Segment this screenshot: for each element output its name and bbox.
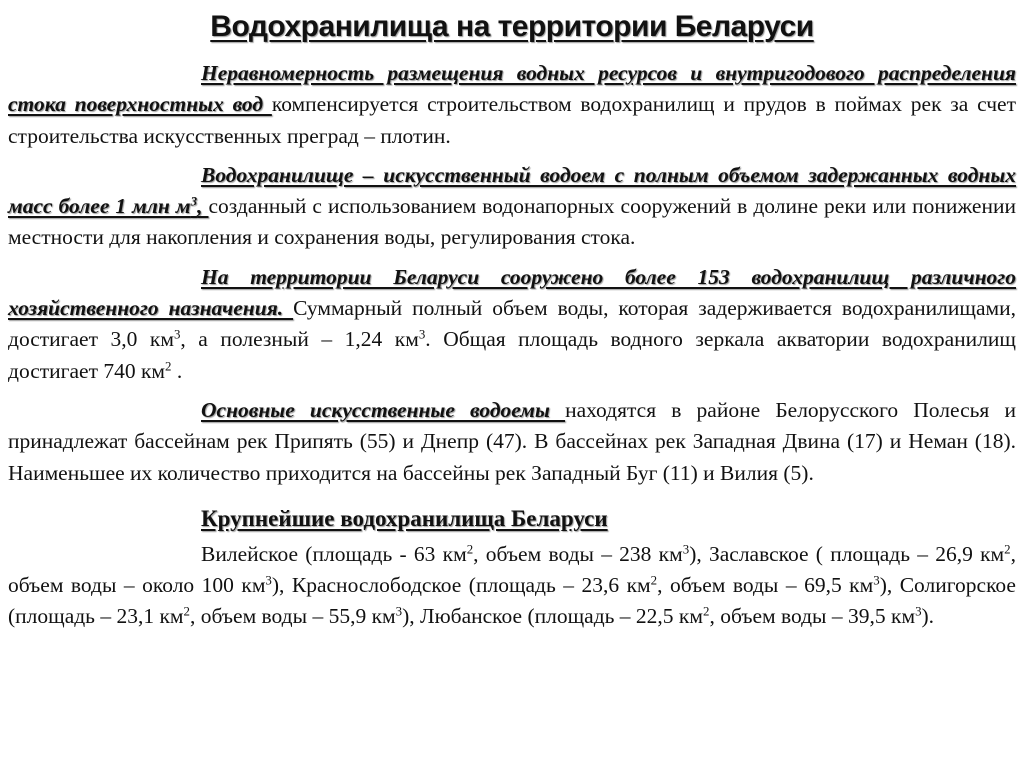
reservoir-text: Вилейское (площадь - 63 км: [201, 541, 467, 566]
superscript: 2: [165, 358, 172, 373]
superscript: 2: [702, 604, 710, 619]
slide-title-text: Водохранилища на территории Беларуси: [210, 10, 814, 43]
paragraph-basins: [8, 395, 1016, 489]
superscript: 2: [466, 542, 474, 557]
paragraph-text: компенсируется строительством водохранилищ и прудов в поймах рек за счет строительства искусственных преград – плотин.: [8, 92, 1016, 148]
paragraph-uneven-distribution: [8, 58, 1016, 152]
reservoir-text: ), Любанское (площадь – 22,5 км: [402, 604, 703, 629]
superscript: 3: [265, 573, 272, 588]
slide-title: [0, 10, 1024, 44]
paragraph-statistics: [8, 262, 1016, 387]
key-phrase-tail: ,: [197, 194, 209, 219]
superscript: 3: [418, 327, 426, 342]
reservoir-text: ), Заславское ( площадь – 26,9 км: [689, 541, 1005, 566]
superscript: 2: [1004, 542, 1011, 557]
paragraph-text: находятся в районе Белорусского Полесья и принадлежат бассейнам рек Припять (55) и Днепр (47). В бассейнах рек Западная Двина (17) и Неман (18). Наименьшее их количество приходится на бассейны рек Западный Буг (11) и Вилия (5).: [8, 397, 1016, 485]
superscript: 3: [915, 604, 922, 619]
paragraph-definition: [8, 160, 1016, 254]
superscript: 2: [183, 604, 190, 619]
reservoir-text: , объем воды – 69,5 км: [657, 573, 874, 598]
key-phrase: На территории Беларуси сооружено более 153 водохранилищ различного хозяйственного назначения.: [8, 264, 1016, 321]
paragraph-text: . Общая площадь водного зеркала акватории водохранилищ достигает 740 км: [8, 327, 1016, 383]
superscript: 3: [190, 194, 198, 209]
superscript: 3: [395, 604, 403, 619]
slide-body: [8, 58, 1016, 633]
reservoir-text: , объем воды – около 100 км: [8, 541, 1016, 598]
reservoir-text: ).: [921, 604, 935, 629]
paragraph-text: созданный с использованием водонапорных сооружений в долине реки или понижении местности для накопления и сохранения воды, регулирования стока.: [8, 194, 1016, 250]
reservoir-text: , объем воды – 238 км: [473, 541, 683, 566]
key-phrase: Неравномерность размещения водных ресурсов и внутригодового распределения стока поверхностных вод: [8, 61, 1016, 117]
superscript: 3: [873, 573, 880, 588]
superscript: 2: [650, 573, 658, 588]
superscript: 3: [173, 327, 181, 342]
section-heading: [8, 503, 1016, 535]
paragraph-largest-reservoirs: [8, 539, 1016, 633]
reservoir-text: , объем воды – 55,9 км: [190, 604, 396, 629]
superscript: 3: [682, 542, 690, 557]
key-phrase-text: Водохранилище – искусственный водоем с полным объемом задержанных водных масс более 1 млн м: [8, 162, 1016, 219]
reservoir-text: ), Краснослободское (площадь – 23,6 км: [271, 573, 651, 598]
reservoir-text: ), Солигорское (площадь – 23,1 км: [8, 573, 1016, 629]
reservoir-text: , объем воды – 39,5 км: [709, 604, 916, 629]
paragraph-text: , а полезный – 1,24 км: [180, 327, 419, 352]
paragraph-text: .: [171, 358, 183, 383]
paragraph-text: Суммарный полный объем воды, которая задерживается водохранилищами, достигает 3,0 км: [8, 296, 1016, 352]
key-phrase: Основные искусственные водоемы: [201, 397, 566, 422]
section-heading-text: Крупнейшие водохранилища Беларуси: [201, 505, 608, 531]
